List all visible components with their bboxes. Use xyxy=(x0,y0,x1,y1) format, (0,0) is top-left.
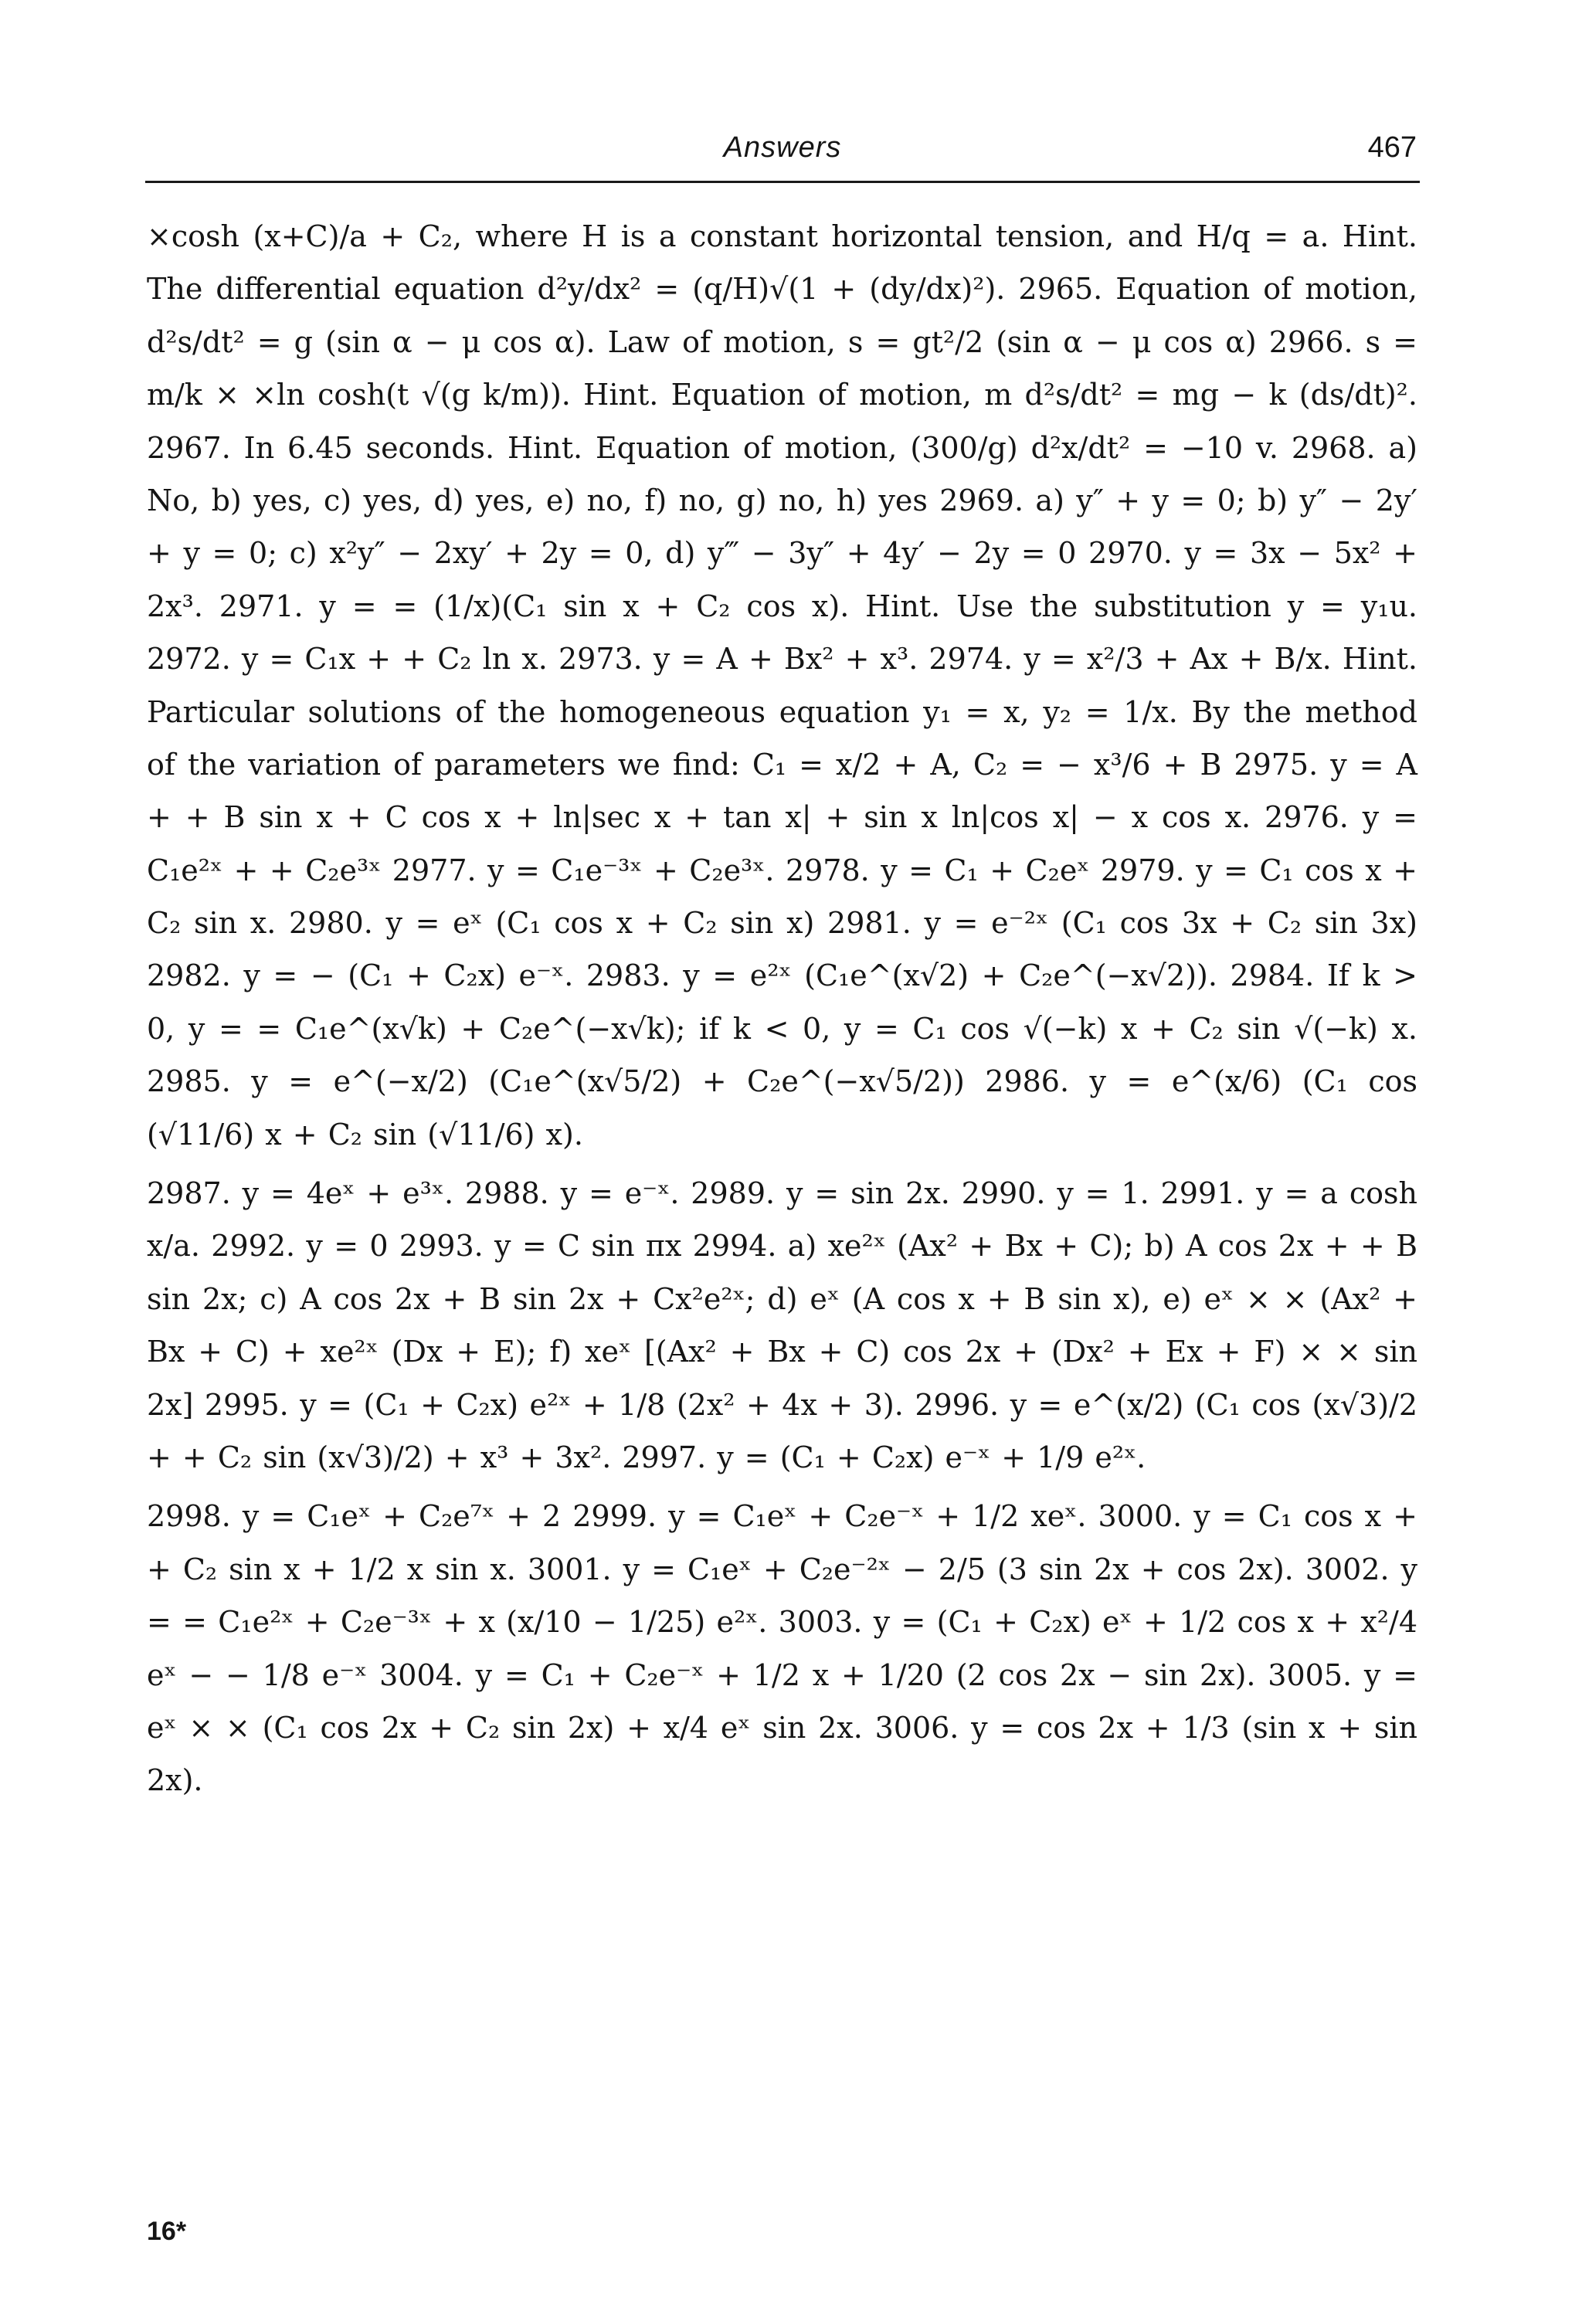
header-rule xyxy=(145,181,1420,183)
answers-paragraph: 2998. y = C₁eˣ + C₂e⁷ˣ + 2 2999. y = C₁eˣ + C₂e⁻ˣ + 1/2 xeˣ. 3000. y = C₁ cos x + + C₂ sin x + 1/2 x sin x. 3001. y = C₁eˣ + C₂e⁻²ˣ − 2/5 (3 sin 2x + cos 2x). 3002. y = = C₁e²ˣ + C₂e⁻³ˣ + x (x/10 − 1/25) e²ˣ. 3003. y = (C₁ + C₂x) eˣ + 1/2 cos x + x²/4 eˣ − − 1/8 e⁻ˣ 3004. y = C₁ + C₂e⁻ˣ + 1/2 x + 1/20 (2 cos 2x − sin 2x). 3005. y = eˣ × × (C₁ cos 2x + C₂ sin 2x) + x/4 eˣ sin 2x. 3006. y = cos 2x + 1/3 (sin x + sin 2x). xyxy=(147,1499,1417,1798)
answers-paragraph: 2987. y = 4eˣ + e³ˣ. 2988. y = e⁻ˣ. 2989. y = sin 2x. 2990. y = 1. 2991. y = a cosh x/a. 2992. y = 0 2993. y = C sin πx 2994. a) xe²ˣ (Ax² + Bx + C); b) A cos 2x + + B sin 2x; c) A cos 2x + B sin 2x + Cx²e²ˣ; d) eˣ (A cos x + B sin x), e) eˣ × × (Ax² + Bx + C) + xe²ˣ (Dx + E); f) xeˣ [(Ax² + Bx + C) cos 2x + (Dx² + Ex + F) × × sin 2x] 2995. y = (C₁ + C₂x) e²ˣ + 1/8 (2x² + 4x + 3). 2996. y = e^(x/2) (C₁ cos (x√3)/2 + + C₂ sin (x√3)/2) + x³ + 3x². 2997. y = (C₁ + C₂x) e⁻ˣ + 1/9 e²ˣ. xyxy=(147,1176,1417,1474)
answers-text xyxy=(147,210,1417,1813)
page-number: 467 xyxy=(1367,131,1417,164)
header-title: Answers xyxy=(723,131,842,164)
answers-paragraph: ×cosh (x+C)/a + C₂, where H is a constant horizontal tension, and H/q = a. Hint. The differential equation d²y/dx² = (q/H)√(1 + (dy/dx)²). 2965. Equation of motion, d²s/dt² = g (sin α − μ cos α). Law of motion, s = gt²/2 (sin α − μ cos α) 2966. s = m/k × ×ln cosh(t √(g k/m)). Hint. Equation of motion, m d²s/dt² = mg − k (ds/dt)². 2967. In 6.45 seconds. Hint. Equation of motion, (300/g) d²x/dt² = −10 v. 2968. a) No, b) yes, c) yes, d) yes, e) no, f) no, g) no, h) yes 2969. a) y″ + y = 0; b) y″ − 2y′ + y = 0; c) x²y″ − 2xy′ + 2y = 0, d) y‴ − 3y″ + 4y′ − 2y = 0 2970. y = 3x − 5x² + 2x³. 2971. y = = (1/x)(C₁ sin x + C₂ cos x). Hint. Use the substitution y = y₁u. 2972. y = C₁x + + C₂ ln x. 2973. y = A + Bx² + x³. 2974. y = x²/3 + Ax + B/x. Hint. Particular solutions of the homogeneous equation y₁ = x, y₂ = 1/x. By the method of the variation of parameters we find: C₁ = x/2 + A, C₂ = − x³/6 + B 2975. y = A + + B sin x + C cos x + ln|sec x + tan x| + sin x ln|cos x| − x cos x. 2976. y = C₁e²ˣ + + C₂e³ˣ 2977. y = C₁e⁻³ˣ + C₂e³ˣ. 2978. y = C₁ + C₂eˣ 2979. y = C₁ cos x + C₂ sin x. 2980. y = eˣ (C₁ cos x + C₂ sin x) 2981. y = e⁻²ˣ (C₁ cos 3x + C₂ sin 3x) 2982. y = − (C₁ + C₂x) e⁻ˣ. 2983. y = e²ˣ (C₁e^(x√2) + C₂e^(−x√2)). 2984. If k > 0, y = = C₁e^(x√k) + C₂e^(−x√k); if k < 0, y = C₁ cos √(−k) x + C₂ sin √(−k) x. 2985. y = e^(−x/2) (C₁e^(x√5/2) + C₂e^(−x√5/2)) 2986. y = e^(x/6) (C₁ cos (√11/6) x + C₂ sin (√11/6) x). xyxy=(147,219,1417,1152)
running-header xyxy=(145,131,1420,179)
signature-mark: 16* xyxy=(147,2217,187,2246)
